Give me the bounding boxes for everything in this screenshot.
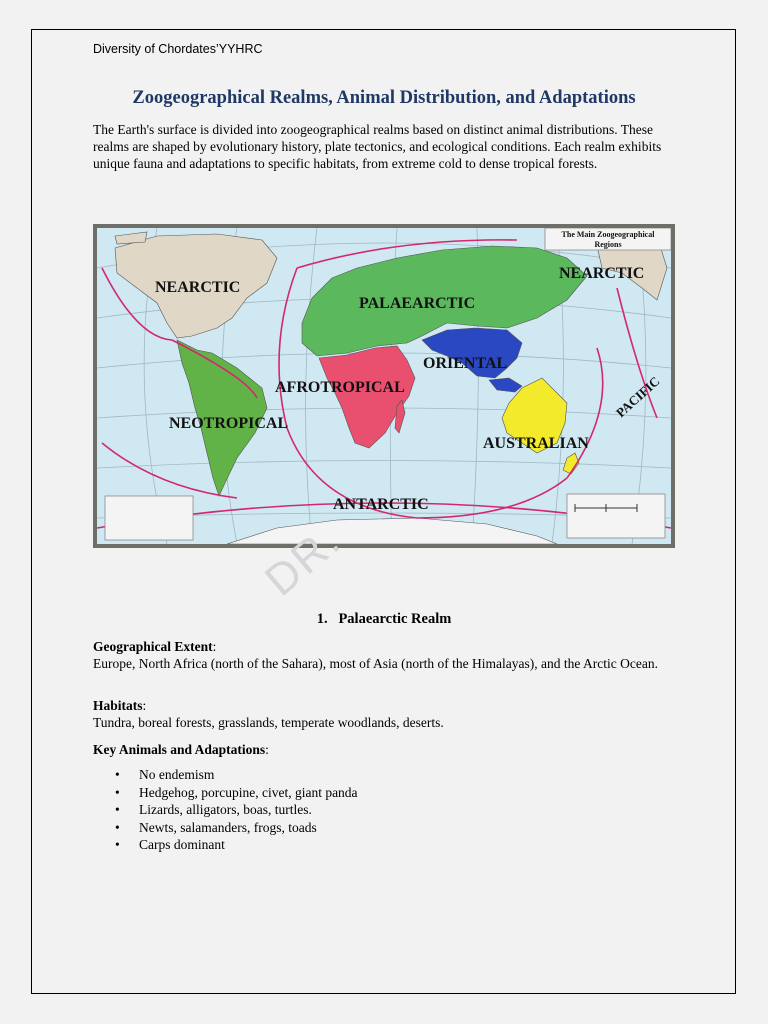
section-title: Palaearctic Realm	[338, 611, 452, 627]
document-title: Zoogeographical Realms, Animal Distribution, and Adaptations	[132, 88, 636, 108]
key-animals-block: Key Animals and Adaptations:	[93, 742, 269, 757]
map-label-oriental: ORIENTAL	[423, 355, 508, 372]
map-label-palaearctic: PALAEARCTIC	[359, 295, 476, 312]
key-animals-label: Key Animals and Adaptations	[93, 742, 266, 757]
list-item: • Hedgehog, porcupine, civet, giant panda	[93, 784, 358, 802]
map-label-nearctic-left: NEARCTIC	[155, 279, 241, 296]
geographical-extent-label: Geographical Extent	[93, 639, 213, 654]
map-inset-title-line2: Regions	[594, 240, 622, 249]
list-item: • Lizards, alligators, boas, turtles.	[93, 801, 358, 819]
list-item: • No endemism	[93, 766, 358, 784]
geographical-extent-block: Geographical Extent: Europe, North Africa (north of the Sahara), most of Asia (north of the Himalayas), and the Arctic Ocean.	[93, 638, 678, 672]
habitats-text: Tundra, boreal forests, grasslands, temperate woodlands, deserts.	[93, 715, 444, 730]
map-scale-box	[567, 494, 665, 538]
realm-map-figure	[93, 224, 675, 548]
map-label-antarctic: ANTARCTIC	[333, 496, 429, 513]
realm-map	[97, 228, 671, 544]
key-animals-list	[93, 766, 358, 854]
map-label-neotropical: NEOTROPICAL	[169, 415, 289, 432]
watermark: DR.	[256, 515, 351, 606]
section-number: 1.	[316, 611, 328, 627]
section-heading	[0, 611, 768, 628]
habitats-block: Habitats: Tundra, boreal forests, grasslands, temperate woodlands, deserts.	[93, 697, 678, 731]
intro-paragraph: The Earth's surface is divided into zoogeographical realms based on distinct animal distributions. These realms are shaped by evolutionary history, plate tectonics, and ecological conditions. Each realm exhibits unique fauna and adaptations to specific habitats, from extreme cold to dense tropical forests.	[93, 122, 662, 171]
list-item: • Carps dominant	[93, 836, 358, 854]
geographical-extent-text: Europe, North Africa (north of the Sahara), most of Asia (north of the Himalayas), and the Arctic Ocean.	[93, 656, 658, 671]
habitats-label: Habitats	[93, 698, 143, 713]
map-label-nearctic-right: NEARCTIC	[559, 265, 645, 282]
map-label-australian: AUSTRALIAN	[483, 435, 589, 452]
map-label-afrotropical: AFROTROPICAL	[275, 379, 405, 396]
map-inset-title-line1: The Main Zoogeographical	[561, 230, 655, 239]
list-item: • Newts, salamanders, frogs, toads	[93, 819, 358, 837]
running-header: Diversity of Chordates’YYHRC	[93, 42, 263, 56]
map-blank-box	[105, 496, 193, 540]
map-label-pacific: PACIFIC	[612, 373, 663, 421]
